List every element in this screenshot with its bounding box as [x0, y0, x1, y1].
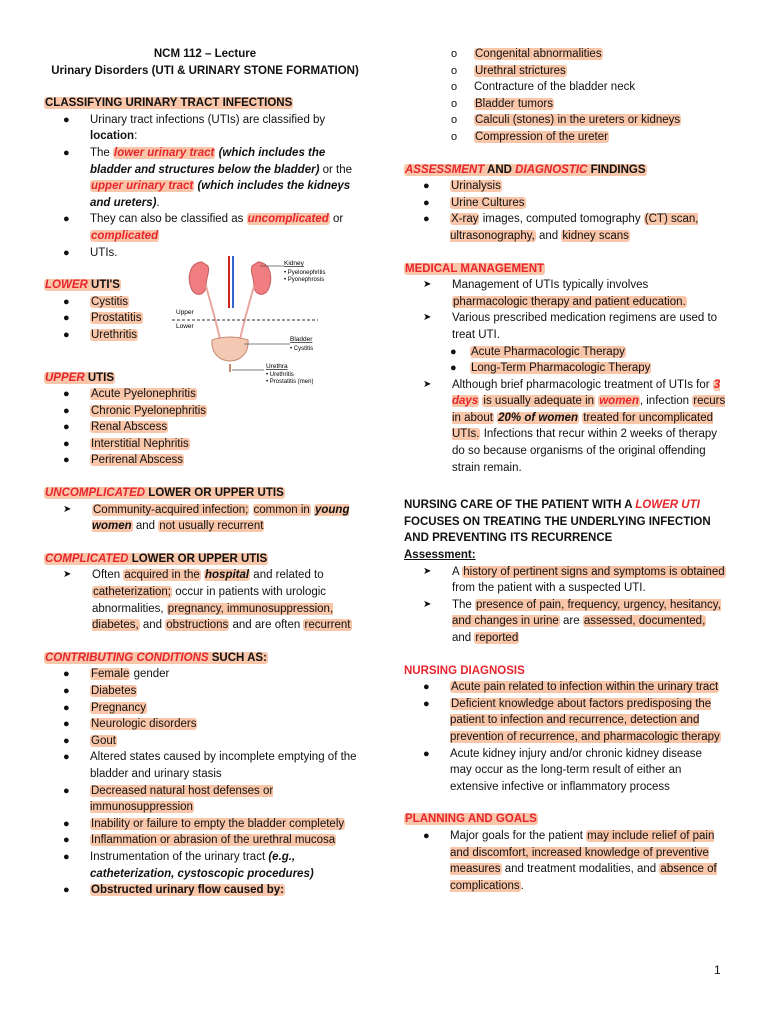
right-column [404, 0, 726, 894]
heading-nursing-diagnosis: NURSING DIAGNOSIS [404, 664, 525, 677]
heading-upper-utis: UPPER UTIS [45, 371, 115, 384]
list-item: ➤ Various prescribed medication regimens are used to treat UTI. [423, 312, 718, 341]
list-item: ● Long-Term Pharmacologic Therapy [450, 362, 651, 375]
list-item: ● Acute Pyelonephritis [63, 388, 196, 401]
label-urethra-item: • Urethritis [266, 372, 294, 378]
list-item: o Calculi (stones) in the ureters or kidneys [451, 114, 681, 127]
heading-assessment: Assessment: [404, 549, 476, 562]
list-item: ➤ Community-acquired infection; common in young women and not usually recurrent [63, 503, 350, 533]
label-bladder: Bladder [290, 336, 313, 343]
list-item: ● Major goals for the patient may include relief of pain and discomfort, increased knowledge of preventive measures and treatment modalities, and absence of complications. [423, 829, 717, 892]
label-urethra-item: • Prostatitis (men) [266, 379, 314, 385]
list-item: ● X-ray images, computed tomography (CT) scan, ultrasonography, and kidney scans [423, 213, 699, 242]
doc-title-line2: Urinary Disorders (UTI & URINARY STONE FORMATION) [51, 64, 359, 77]
list-item: ● Inability or failure to empty the bladder completely [63, 817, 345, 830]
label-lower: Lower [176, 323, 194, 330]
heading-complicated: COMPLICATED LOWER OR UPPER UTIS [45, 552, 268, 565]
list-item: ● Interstitial Nephritis [63, 437, 189, 450]
list-item: ● Neurologic disorders [63, 718, 197, 731]
list-item: ● Acute pain related to infection within the urinary tract [423, 681, 719, 694]
label-kidney-item: • Pyelonephritis [284, 270, 326, 276]
urinary-tract-illustration [172, 248, 326, 390]
list-item: ● UTIs. [63, 246, 118, 259]
list-item: ➤ Often acquired in the hospital and related to catheterization; occur in patients with urologic abnormalities, pregnancy, immunosuppression, diabetes, and obstructions and are often recurrent [63, 569, 351, 632]
list-item: ● Instrumentation of the urinary tract (e.g., catheterization, cystoscopic procedures) [63, 850, 314, 880]
label-upper: Upper [176, 309, 194, 316]
heading-medical-management: MEDICAL MANAGEMENT [405, 262, 545, 275]
list-item: ● Urine Cultures [423, 196, 525, 209]
list-item: ➤ A history of pertinent signs and symptoms is obtained from the patient with a suspected UTI. [423, 565, 725, 595]
list-item: ● Urinalysis [423, 180, 501, 193]
list-item: ● Renal Abscess [63, 421, 168, 434]
list-item: ● Acute kidney injury and/or chronic kidney disease may occur as the long-term result of either an extensive infective or inflammatory process [423, 747, 702, 793]
label-kidney: Kidney [284, 260, 304, 267]
list-item: ● Female gender [63, 668, 170, 681]
list-item: ➤ Although brief pharmacologic treatment of UTIs for 3 days is usually adequate in women, infection recurs in about 20% of women treated for uncomplicated UTIs. Infections that recur within 2 weeks of therapy do so because organisms of the original offending strain remain. [423, 378, 726, 474]
page-number: 1 [714, 963, 721, 977]
list-item: ● Obstructed urinary flow caused by: [63, 884, 284, 897]
heading-assessment-findings: ASSESSMENT AND DIAGNOSTIC FINDINGS [405, 163, 646, 176]
list-item: o Bladder tumors [451, 97, 553, 110]
heading-nursing-care: NURSING CARE OF THE PATIENT WITH A LOWER UTI FOCUSES ON TREATING THE UNDERLYING INFECTION AND PREVENTING ITS RECURRENCE [404, 499, 711, 545]
list-item: ● Inflammation or abrasion of the urethral mucosa [63, 834, 336, 847]
left-column [44, 0, 366, 899]
list-item: o Compression of the ureter [451, 130, 608, 143]
list-item: ● Decreased natural host defenses or immunosuppression [63, 784, 274, 814]
list-item: ● The lower urinary tract (which includes the bladder and structures below the bladder) or the upper urinary tract (which includes the kidneys and ureters). [63, 146, 353, 209]
list-item: ● Gout [63, 734, 116, 747]
urinary-tract-diagram [172, 248, 326, 390]
list-item: ● Pregnancy [63, 701, 146, 714]
list-item: ● Altered states caused by incomplete emptying of the bladder and urinary stasis [63, 751, 357, 780]
list-item: ● They can also be classified as uncomplicated or complicated [63, 213, 344, 242]
list-item: ● Diabetes [63, 685, 137, 697]
label-bladder-item: • Cystitis [290, 346, 314, 352]
list-item: ➤ Management of UTIs typically involves pharmacologic therapy and patient education. [423, 279, 686, 308]
label-urethra: Urethra [266, 363, 288, 370]
list-item: ● Deficient knowledge about factors predisposing the patient to infection and recurrence, detection and prevention of recurrence, and pharmacologic therapy [423, 697, 720, 743]
heading-planning-goals: PLANNING AND GOALS [405, 813, 537, 826]
list-item: ● Chronic Pyelonephritis [63, 404, 207, 417]
heading-lower-utis: LOWER UTI'S [45, 279, 120, 292]
list-item: o Congenital abnormalities [451, 48, 602, 60]
list-item: ● Acute Pharmacologic Therapy [450, 345, 625, 358]
list-item: ● Cystitis [63, 295, 129, 308]
list-item: ● Urinary tract infections (UTIs) are classified by location: [63, 113, 326, 143]
heading-uncomplicated: UNCOMPLICATED LOWER OR UPPER UTIS [45, 487, 284, 500]
list-item: ➤ The presence of pain, frequency, urgency, hesitancy, and changes in urine are assessed, documented, and reported [423, 598, 721, 644]
heading-classifying: CLASSIFYING URINARY TRACT INFECTIONS [45, 97, 293, 110]
list-item: ● Prostatitis [63, 312, 142, 325]
doc-title-line1: NCM 112 – Lecture [153, 48, 257, 60]
list-item: ● Perirenal Abscess [63, 454, 184, 467]
label-kidney-item: • Pyonephrosis [284, 277, 325, 283]
list-item: ● Urethritis [63, 328, 138, 341]
list-item: o Contracture of the bladder neck [451, 81, 636, 94]
list-item: o Urethral strictures [451, 64, 566, 77]
heading-contributing: CONTRIBUTING CONDITIONS SUCH AS: [45, 651, 267, 664]
